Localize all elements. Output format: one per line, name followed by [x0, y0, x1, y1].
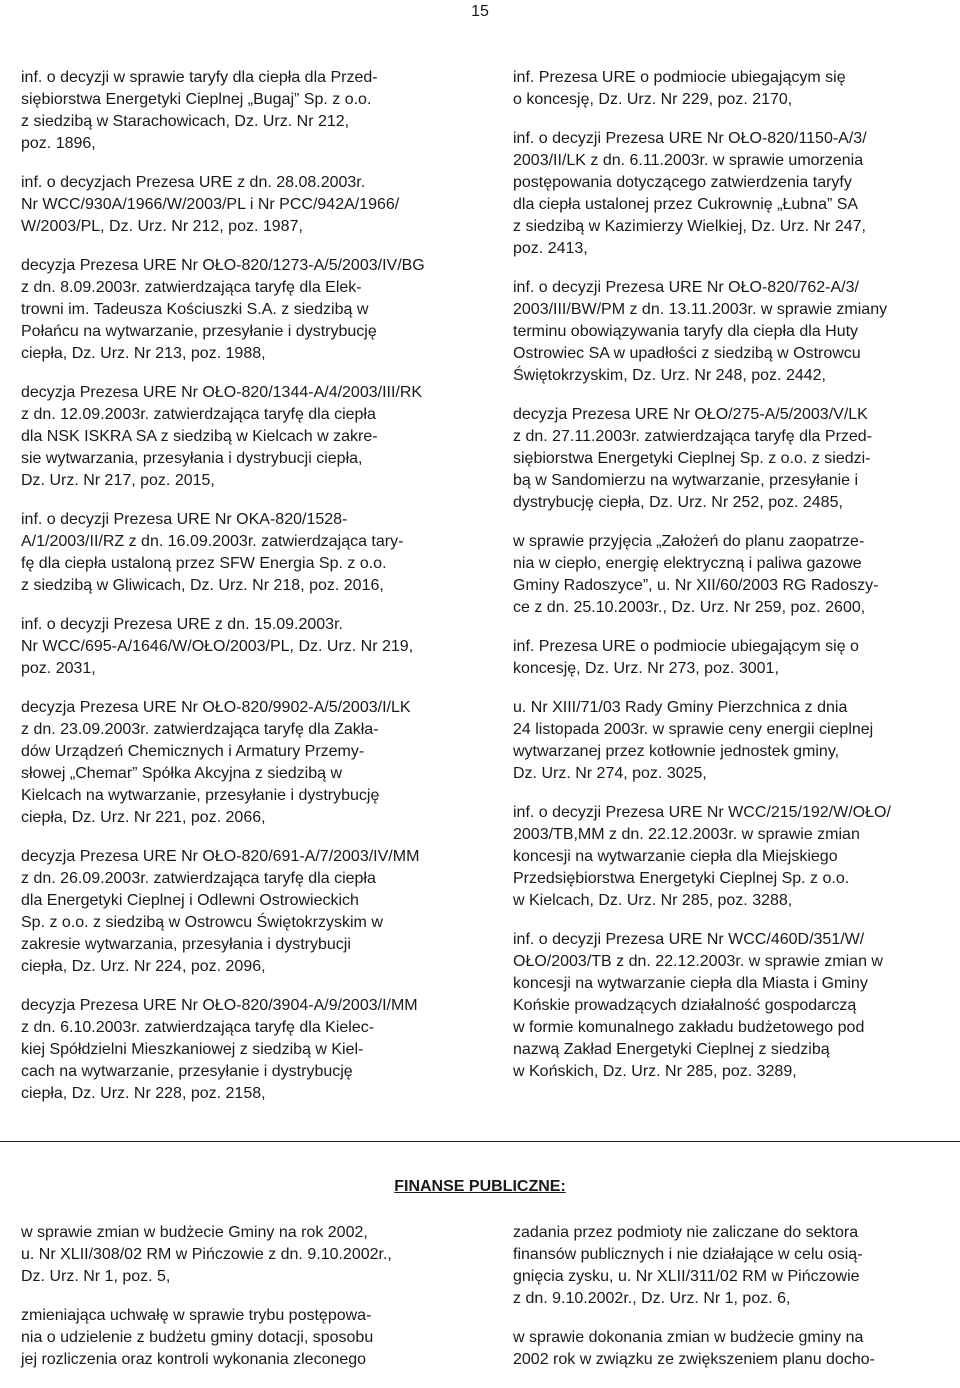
list-item: w sprawie zmian w budżecie Gminy na rok 2002, u. Nr XLII/308/02 RM w Pińczowie z dn. 9.10.2002r., Dz. Urz. Nr 1, poz. 5, — [21, 1224, 392, 1285]
bottom-right-column — [513, 1222, 943, 1388]
page-number: 15 — [471, 3, 489, 20]
list-item: decyzja Prezesa URE Nr OŁO-820/3904-A/9/2003/I/MM z dn. 6.10.2003r. zatwierdzająca taryfę dla Kielec- kiej Spółdzielni Mieszkaniowej z siedzibą w Kiel- cach na wytwarzanie, przesyłanie i dystrybucję ciepła, Dz. Urz. Nr 228, poz. 2158, — [21, 997, 418, 1102]
section-divider — [0, 1141, 960, 1142]
list-item: inf. o decyzji Prezesa URE Nr OŁO-820/762-A/3/ 2003/III/BW/PM z dn. 13.11.2003r. w sprawie zmiany terminu obowiązywania taryfy dla ciepła dla Huty Ostrowiec SA w upadłości z siedzibą w Ostrowcu Świętokrzyskim, Dz. Urz. Nr 248, poz. 2442, — [513, 279, 888, 384]
list-item: w sprawie przyjęcia „Założeń do planu zaopatrze- nia w ciepło, energię elektryczną i paliwa gazowe Gminy Radoszyce”, u. Nr XII/60/2003 RG Radoszy- ce z dn. 25.10.2003r., Dz. Urz. Nr 259, poz. 2600, — [513, 533, 879, 616]
right-column — [513, 67, 943, 1100]
list-item: inf. Prezesa URE o podmiocie ubiegającym się o koncesję, Dz. Urz. Nr 273, poz. 3001, — [513, 638, 859, 677]
list-item: inf. o decyzji Prezesa URE Nr WCC/215/192/W/OŁO/ 2003/TB,MM z dn. 22.12.2003r. w sprawie zmian koncesji na wytwarzanie ciepła dla Miejskiego Przedsiębiorstwa Energetyki Cieplnej Sp. z o.o. w Kielcach, Dz. Urz. Nr 285, poz. 3288, — [513, 804, 891, 909]
list-item: decyzja Prezesa URE Nr OŁO-820/9902-A/5/2003/I/LK z dn. 23.09.2003r. zatwierdzająca taryfę dla Zakła- dów Urządzeń Chemicznych i Armatury Przemy- słowej „Chemar” Spółka Akcyjna z siedzibą w Kielcach na wytwarzanie, przesyłanie i dystrybucję ciepła, Dz. Urz. Nr 221, poz. 2066, — [21, 699, 411, 826]
list-item: inf. o decyzji Prezesa URE z dn. 15.09.2003r. Nr WCC/695-A/1646/W/OŁO/2003/PL, Dz. Urz. Nr 219, poz. 2031, — [21, 616, 414, 677]
bottom-left-column — [21, 1222, 461, 1388]
list-item: inf. o decyzjach Prezesa URE z dn. 28.08.2003r. Nr WCC/930A/1966/W/2003/PL i Nr PCC/942A/1966/ W/2003/PL, Dz. Urz. Nr 212, poz. 1987, — [21, 174, 400, 235]
list-item: decyzja Prezesa URE Nr OŁO-820/1344-A/4/2003/III/RK z dn. 12.09.2003r. zatwierdzająca taryfę dla ciepła dla NSK ISKRA SA z siedzibą w Kielcach w zakre- sie wytwarzania, przesyłania i dystrybucji ciepła, Dz. Urz. Nr 217, poz. 2015, — [21, 384, 423, 489]
list-item: inf. Prezesa URE o podmiocie ubiegającym się o koncesję, Dz. Urz. Nr 229, poz. 2170, — [513, 69, 846, 108]
list-item: inf. o decyzji Prezesa URE Nr OŁO-820/1150-A/3/ 2003/II/LK z dn. 6.11.2003r. w sprawie umorzenia postępowania dotyczącego zatwierdzenia taryfy dla ciepła ustalonej przez Cukrownię „Łubna” SA z siedzibą w Kazimierzy Wielkiej, Dz. Urz. Nr 247, poz. 2413, — [513, 130, 867, 257]
list-item: decyzja Prezesa URE Nr OŁO-820/1273-A/5/2003/IV/BG z dn. 8.09.2003r. zatwierdzająca taryfę dla Elek- trowni im. Tadeusza Kościuszki S.A. z siedzibą w Połańcu na wytwarzanie, przesyłanie i dystrybucję ciepła, Dz. Urz. Nr 213, poz. 1988, — [21, 257, 425, 362]
list-item: inf. o decyzji Prezesa URE Nr OKA-820/1528- A/1/2003/II/RZ z dn. 16.09.2003r. zatwierdzająca tary- fę dla ciepła ustaloną przez SFW Energia Sp. z o.o. z siedzibą w Gliwicach, Dz. Urz. Nr 218, poz. 2016, — [21, 511, 404, 594]
list-item: zmieniająca uchwałę w sprawie trybu postępowa- nia o udzielenie z budżetu gminy dotacji, sposobu jej rozliczenia oraz kontroli wykonania zleconego — [21, 1307, 374, 1368]
list-item: decyzja Prezesa URE Nr OŁO-820/691-A/7/2003/IV/MM z dn. 26.09.2003r. zatwierdzająca taryfę dla ciepła dla Energetyki Cieplnej i Odlewni Ostrowieckich Sp. z o.o. z siedzibą w Ostrowcu Świętokrzyskim w zakresie wytwarzania, przesyłania i dystrybucji ciepła, Dz. Urz. Nr 224, poz. 2096, — [21, 848, 420, 975]
list-item: inf. o decyzji w sprawie taryfy dla ciepła dla Przed- siębiorstwa Energetyki Cieplnej „Bugaj” Sp. z o.o. z siedzibą w Starachowicach, Dz. Urz. Nr 212, poz. 1896, — [21, 69, 378, 152]
left-column — [21, 67, 461, 1122]
list-item: inf. o decyzji Prezesa URE Nr WCC/460D/351/W/ OŁO/2003/TB z dn. 22.12.2003r. w sprawie zmian w koncesji na wytwarzanie ciepła dla Miasta i Gminy Końskie prowadzących działalność gospodarczą w formie komunalnego zakładu budżetowego pod nazwą Zakład Energetyki Cieplnej z siedzibą w Końskich, Dz. Urz. Nr 285, poz. 3289, — [513, 931, 883, 1080]
section-heading: FINANSE PUBLICZNE: — [394, 1178, 566, 1195]
list-item: u. Nr XIII/71/03 Rady Gminy Pierzchnica z dnia 24 listopada 2003r. w sprawie ceny energii cieplnej wytwarzanej przez kotłownie jednostek gminy, Dz. Urz. Nr 274, poz. 3025, — [513, 699, 874, 782]
list-item: w sprawie dokonania zmian w budżecie gminy na 2002 rok w związku ze zwiększeniem planu docho- — [513, 1329, 875, 1368]
list-item: decyzja Prezesa URE Nr OŁO/275-A/5/2003/V/LK z dn. 27.11.2003r. zatwierdzająca taryfę dla Przed- siębiorstwa Energetyki Cieplnej Sp. z o.o. z siedzi- bą w Sandomierzu na wytwarzanie, przesyłanie i dystrybucję ciepła, Dz. Urz. Nr 252, poz. 2485, — [513, 406, 873, 511]
list-item: zadania przez podmioty nie zaliczane do sektora finansów publicznych i nie działające w celu osią- gnięcia zysku, u. Nr XLII/311/02 RM w Pińczowie z dn. 9.10.2002r., Dz. Urz. Nr 1, poz. 6, — [513, 1224, 863, 1307]
